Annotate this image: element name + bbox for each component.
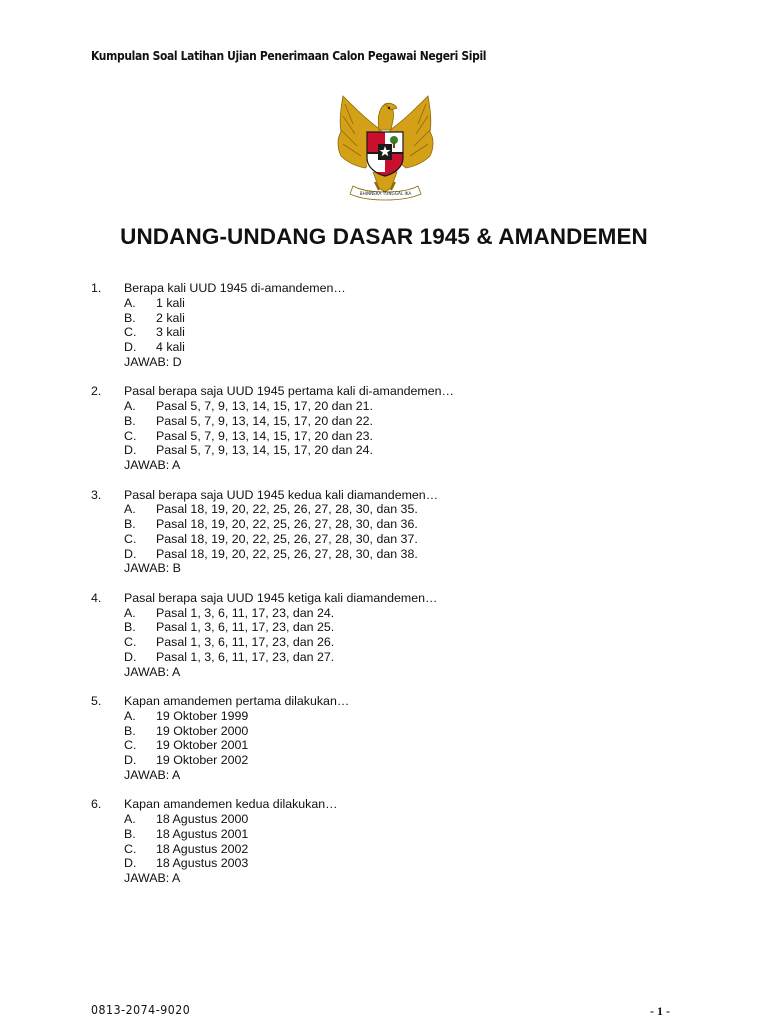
option-letter: A. [124, 708, 136, 723]
option-letter: D. [124, 340, 137, 354]
question-text: Berapa kali UUD 1945 di-amandemen… [124, 281, 346, 295]
question-4 [91, 591, 691, 680]
question-2 [91, 384, 691, 473]
question-text: Pasal berapa saja UUD 1945 ketiga kali diamandemen… [124, 590, 438, 605]
question-6 [91, 797, 691, 886]
header-title: Kumpulan Soal Latihan Ujian Penerimaan Calon Pegawai Negeri Sipil [91, 48, 487, 63]
option-text: Pasal 5, 7, 9, 13, 14, 15, 17, 20 dan 24. [156, 443, 373, 458]
option-text: Pasal 5, 7, 9, 13, 14, 15, 17, 20 dan 21. [156, 399, 373, 413]
option-d [91, 340, 691, 355]
option-text: Pasal 18, 19, 20, 22, 25, 26, 27, 28, 30, dan 38. [156, 546, 418, 561]
option-letter: C. [124, 841, 137, 856]
option-text: Pasal 1, 3, 6, 11, 17, 23, dan 26. [156, 635, 335, 649]
option-c [91, 532, 691, 547]
option-text: 18 Agustus 2001 [156, 826, 249, 841]
option-a [91, 709, 691, 724]
option-text: Pasal 1, 3, 6, 11, 17, 23, dan 27. [156, 649, 335, 664]
option-letter: D. [124, 753, 137, 767]
question-number: 4. [91, 590, 102, 605]
option-letter: C. [124, 635, 137, 649]
option-d [91, 547, 691, 562]
option-letter: C. [124, 428, 137, 443]
option-b [91, 827, 691, 842]
document-title: UNDANG-UNDANG DASAR 1945 & AMANDEMEN [120, 224, 648, 249]
question-3 [91, 488, 691, 577]
option-letter: B. [124, 826, 136, 841]
option-letter: A. [124, 295, 136, 310]
option-letter: D. [124, 546, 137, 561]
option-letter: C. [124, 531, 137, 546]
option-a [91, 606, 691, 621]
option-text: 1 kali [156, 295, 185, 310]
page-number: - 1 - [650, 1004, 670, 1018]
question-text: Pasal berapa saja UUD 1945 pertama kali di-amandemen… [124, 384, 454, 399]
option-text: 18 Agustus 2003 [156, 856, 249, 871]
garuda-pancasila-emblem-icon [333, 90, 438, 202]
option-text: Pasal 1, 3, 6, 11, 17, 23, dan 24. [156, 605, 335, 620]
option-a [91, 502, 691, 517]
option-d [91, 443, 691, 458]
option-letter: A. [124, 605, 136, 620]
question-1 [91, 281, 691, 370]
option-letter: C. [124, 325, 137, 340]
option-b [91, 517, 691, 532]
option-letter: B. [124, 517, 136, 531]
question-text: Pasal berapa saja UUD 1945 kedua kali diamandemen… [124, 487, 439, 502]
option-b [91, 724, 691, 739]
option-letter: A. [124, 399, 136, 413]
answer-key: JAWAB: A [124, 664, 181, 679]
option-text: Pasal 1, 3, 6, 11, 17, 23, dan 25. [156, 620, 335, 635]
question-number: 1. [91, 281, 102, 295]
answer-key: JAWAB: D [124, 354, 182, 369]
option-text: Pasal 18, 19, 20, 22, 25, 26, 27, 28, 30, dan 35. [156, 502, 418, 517]
option-text: 2 kali [156, 310, 185, 325]
option-c [91, 842, 691, 857]
option-letter: D. [124, 443, 137, 458]
question-number: 3. [91, 487, 102, 502]
question-list [91, 281, 691, 901]
option-d [91, 753, 691, 768]
option-text: 19 Oktober 1999 [156, 708, 249, 723]
option-letter: B. [124, 413, 136, 428]
option-letter: A. [124, 502, 136, 517]
option-text: 4 kali [156, 340, 185, 354]
question-text: Kapan amandemen pertama dilakukan… [124, 694, 350, 708]
option-letter: B. [124, 620, 136, 635]
option-text: Pasal 5, 7, 9, 13, 14, 15, 17, 20 dan 23. [156, 428, 373, 443]
option-text: 19 Oktober 2002 [156, 753, 249, 767]
option-text: Pasal 5, 7, 9, 13, 14, 15, 17, 20 dan 22. [156, 413, 373, 428]
option-d [91, 650, 691, 665]
footer-phone: 0813-2074-9020 [91, 1002, 191, 1017]
option-text: 19 Oktober 2000 [156, 723, 249, 738]
option-c [91, 325, 691, 340]
option-a [91, 812, 691, 827]
option-c [91, 738, 691, 753]
option-text: Pasal 18, 19, 20, 22, 25, 26, 27, 28, 30, dan 37. [156, 531, 418, 546]
answer-key: JAWAB: B [124, 561, 181, 576]
option-b [91, 620, 691, 635]
question-number: 2. [91, 384, 102, 399]
option-d [91, 856, 691, 871]
svg-text:BHINNEKA TUNGGAL IKA: BHINNEKA TUNGGAL IKA [359, 191, 412, 196]
option-text: 3 kali [156, 325, 185, 340]
option-b [91, 414, 691, 429]
option-letter: B. [124, 310, 136, 325]
question-5 [91, 694, 691, 783]
option-a [91, 296, 691, 311]
question-number: 6. [91, 797, 102, 812]
option-b [91, 311, 691, 326]
option-letter: A. [124, 812, 136, 826]
option-letter: B. [124, 723, 136, 738]
option-a [91, 399, 691, 414]
option-text: 19 Oktober 2001 [156, 738, 249, 753]
option-c [91, 635, 691, 650]
option-letter: D. [124, 856, 137, 871]
question-number: 5. [91, 694, 102, 708]
answer-key: JAWAB: A [124, 767, 181, 782]
option-text: 18 Agustus 2000 [156, 812, 249, 826]
option-letter: C. [124, 738, 137, 753]
option-letter: D. [124, 649, 137, 664]
answer-key: JAWAB: A [124, 458, 181, 472]
question-text: Kapan amandemen kedua dilakukan… [124, 797, 338, 812]
answer-key: JAWAB: A [124, 871, 181, 885]
option-text: 18 Agustus 2002 [156, 841, 249, 856]
option-text: Pasal 18, 19, 20, 22, 25, 26, 27, 28, 30, dan 36. [156, 517, 418, 531]
option-c [91, 429, 691, 444]
